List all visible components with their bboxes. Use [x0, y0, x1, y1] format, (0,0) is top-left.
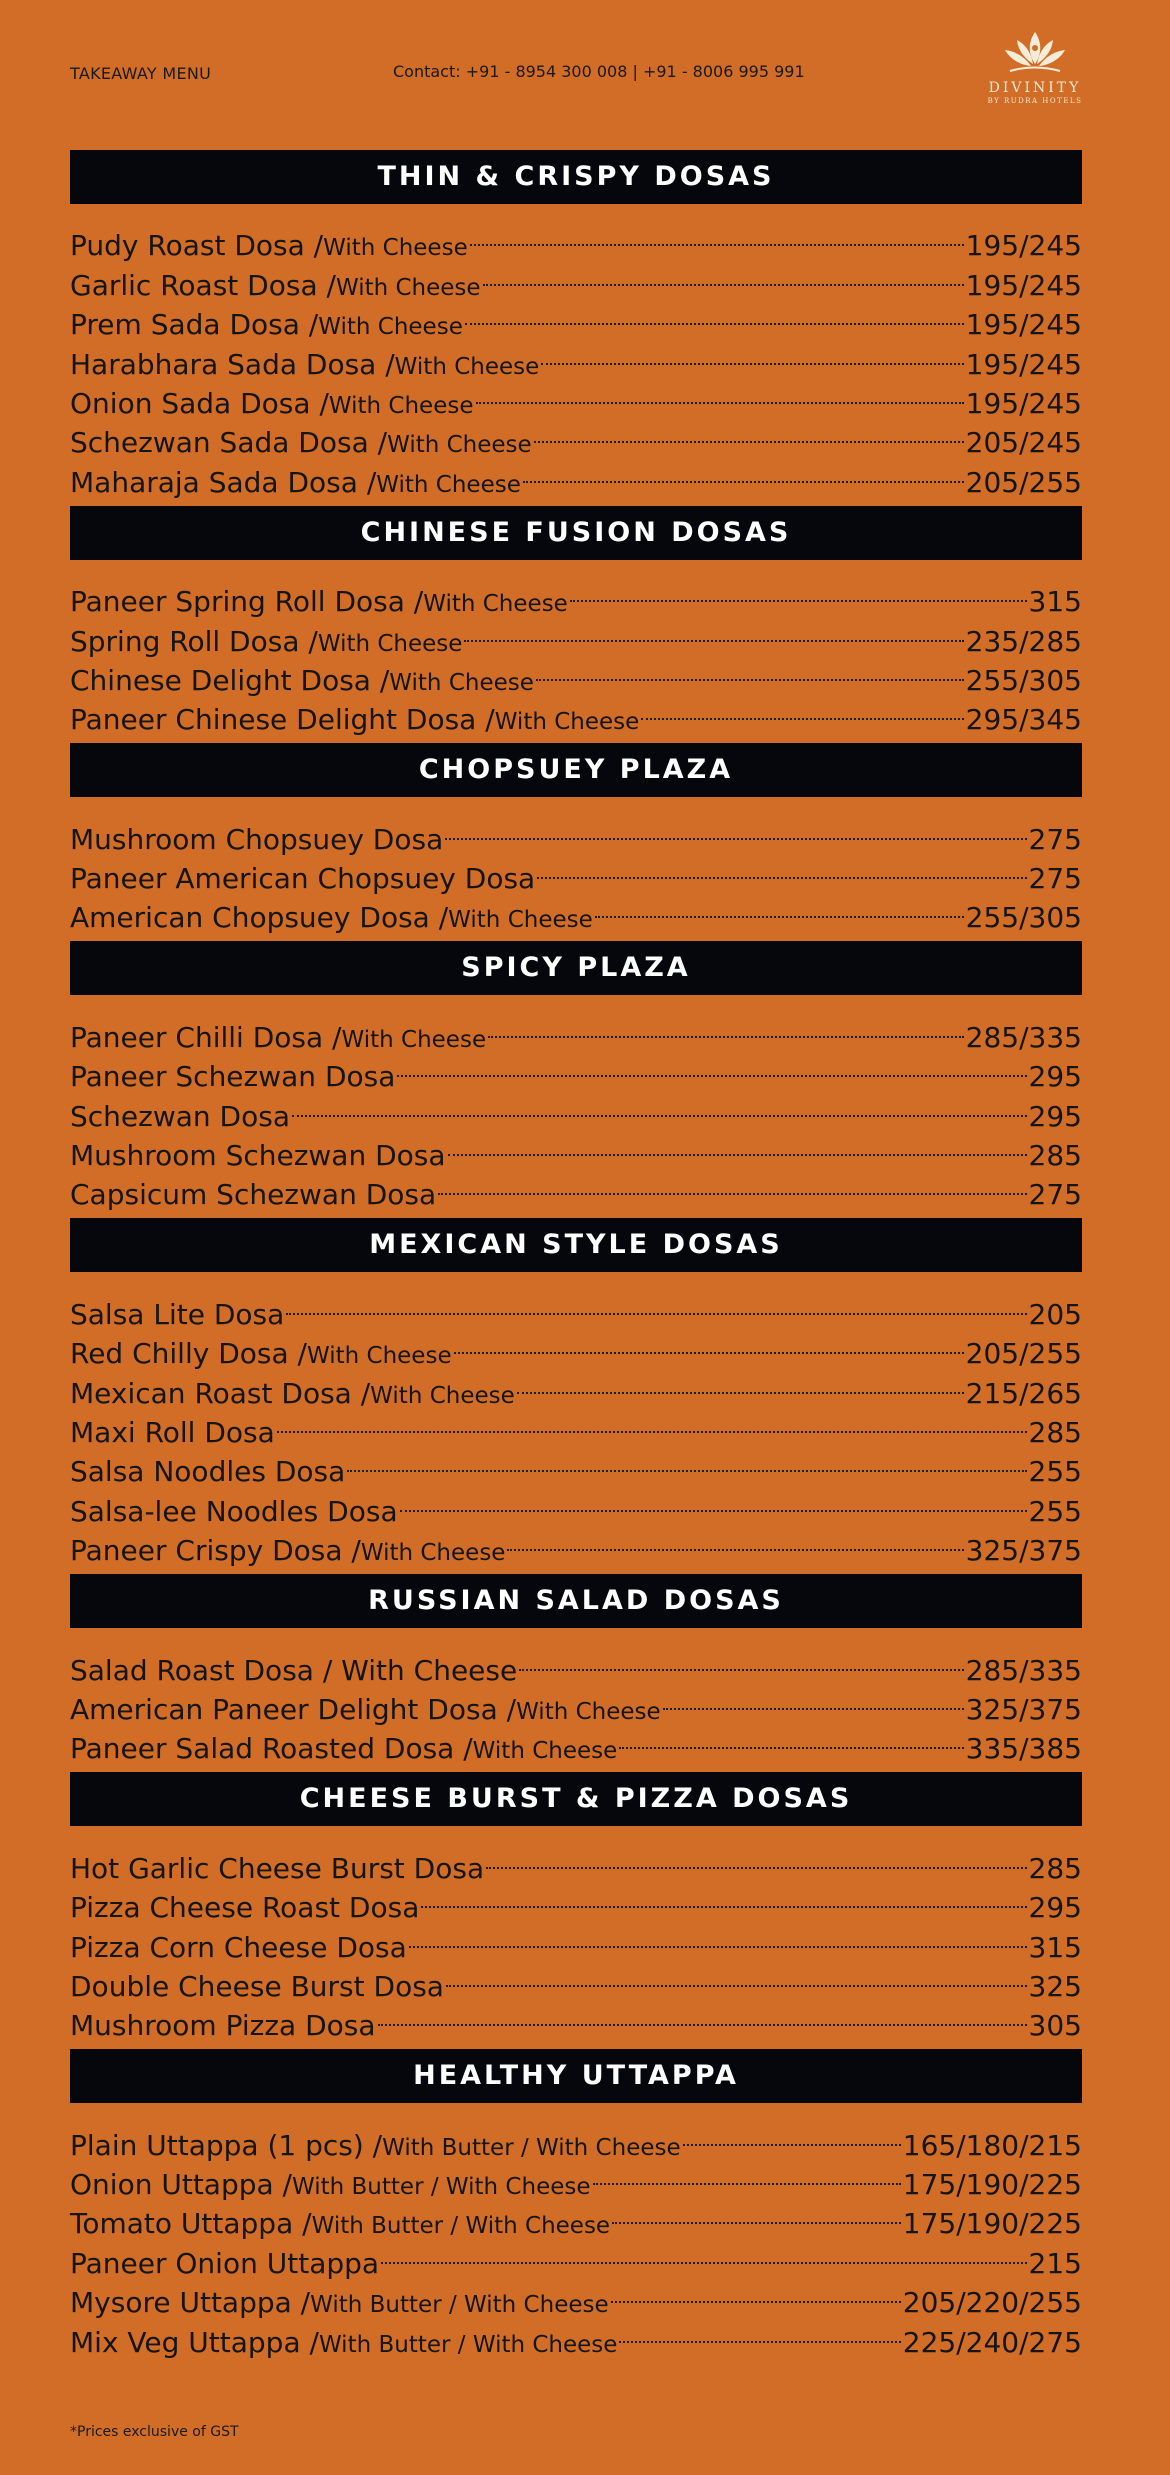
section-header: THIN & CRISPY DOSAS	[70, 150, 1082, 204]
dot-leader	[595, 888, 964, 927]
dot-leader	[570, 572, 1027, 611]
item-price: 295/345	[965, 703, 1082, 737]
item-name: American Paneer Delight Dosa /	[70, 1692, 517, 1726]
section-header: HEALTHY UTTAPPA	[70, 2049, 1082, 2103]
menu-item	[70, 1007, 1082, 1054]
dot-leader	[483, 255, 964, 294]
item-name: Spring Roll Dosa /	[70, 624, 318, 658]
item-name: Paneer Chilli Dosa /	[70, 1020, 342, 1054]
item-name: Paneer Crispy Dosa /	[70, 1534, 361, 1568]
dot-leader	[464, 611, 963, 650]
item-variant: With Cheese	[370, 1382, 515, 1409]
item-name: Prem Sada Dosa /	[70, 308, 319, 342]
item-price: 165/180/215	[902, 2128, 1082, 2162]
item-name: Maharaja Sada Dosa /	[70, 465, 377, 499]
dot-leader	[400, 1481, 1027, 1520]
item-name: Mushroom Pizza Dosa	[70, 2009, 376, 2043]
menu-section	[70, 941, 1082, 1218]
item-name: Schezwan Sada Dosa /	[70, 426, 388, 460]
item-price: 325	[1028, 1969, 1082, 2003]
item-list	[70, 995, 1082, 1218]
logo-subtitle: BY RUDRA HOTELS	[987, 97, 1083, 105]
menu-item	[70, 572, 1082, 619]
item-variant: With Cheese	[360, 1540, 506, 1567]
item-name: Paneer Spring Roll Dosa /	[70, 585, 424, 619]
item-variant: With Butter / With Cheese	[318, 2331, 618, 2358]
section-header: CHOPSUEY PLAZA	[70, 743, 1082, 797]
item-name: Hot Garlic Cheese Burst Dosa	[70, 1851, 485, 1885]
item-variant: With Cheese	[423, 591, 568, 618]
item-price: 315	[1028, 1930, 1082, 1964]
menu-section	[70, 150, 1082, 506]
menu-item	[70, 2115, 1082, 2162]
item-price: 205/255	[965, 1337, 1082, 1371]
item-price: 205	[1028, 1297, 1082, 1331]
item-variant: With Cheese	[376, 471, 521, 498]
item-variant: With Cheese	[472, 1738, 618, 1765]
lotus-icon	[1000, 28, 1070, 78]
item-variant: With Butter / With Cheese	[382, 2134, 681, 2161]
dot-leader	[619, 2312, 900, 2351]
menu-section	[70, 506, 1082, 744]
item-name: Chinese Delight Dosa /	[70, 663, 390, 697]
menu-item	[70, 1838, 1082, 1885]
dot-leader	[465, 295, 964, 334]
item-name: Mushroom Schezwan Dosa	[70, 1139, 446, 1173]
item-variant: With Cheese	[306, 1343, 452, 1370]
dot-leader	[537, 849, 1026, 888]
item-variant: With Cheese	[317, 630, 463, 657]
dot-leader	[409, 1917, 1027, 1956]
item-name: Paneer Salad Roasted Dosa /	[70, 1732, 473, 1766]
section-header: SPICY PLAZA	[70, 941, 1082, 995]
dot-leader	[292, 1086, 1027, 1125]
item-price: 205/220/255	[902, 2286, 1082, 2320]
item-price: 325/375	[965, 1692, 1082, 1726]
item-variant: With Cheese	[387, 432, 532, 459]
item-variant: With Cheese	[341, 1026, 487, 1053]
contact-numbers: Contact: +91 - 8954 300 008 | +91 - 8006 995 991	[393, 62, 805, 81]
dot-leader	[488, 1007, 964, 1046]
item-price: 275	[1028, 862, 1082, 896]
dot-leader	[448, 1126, 1027, 1165]
item-price: 285/335	[965, 1020, 1082, 1054]
item-variant: With Butter / With Cheese	[292, 2174, 591, 2201]
item-variant: With Cheese	[323, 235, 468, 262]
dot-leader	[611, 2273, 901, 2312]
item-name: Mix Veg Uttappa /	[70, 2325, 319, 2359]
item-name: Pizza Corn Cheese Dosa	[70, 1930, 407, 1964]
dot-leader	[507, 1521, 963, 1560]
item-name: Pizza Cheese Roast Dosa	[70, 1891, 420, 1925]
item-name: Pudy Roast Dosa /	[70, 229, 324, 263]
item-name: Schezwan Dosa	[70, 1099, 290, 1133]
item-name: Paneer American Chopsuey Dosa	[70, 862, 536, 896]
dot-leader	[683, 2115, 901, 2154]
dot-leader	[523, 452, 964, 491]
item-name: Salsa Lite Dosa	[70, 1297, 285, 1331]
menu-item	[70, 1640, 1082, 1687]
item-variant: With Cheese	[318, 314, 463, 341]
item-price: 295	[1028, 1060, 1082, 1094]
menu-item	[70, 1284, 1082, 1331]
item-price: 235/285	[965, 624, 1082, 658]
item-name: Paneer Chinese Delight Dosa /	[70, 703, 495, 737]
dot-leader	[541, 334, 963, 373]
item-variant: With Cheese	[328, 392, 474, 419]
menu-section	[70, 1218, 1082, 1574]
menu-item	[70, 216, 1082, 263]
menu-item	[70, 809, 1082, 856]
menu-sections	[70, 150, 1082, 2366]
dot-leader	[438, 1165, 1026, 1204]
dot-leader	[612, 2194, 901, 2233]
dot-leader	[378, 1996, 1027, 2035]
item-name: Red Chilly Dosa /	[70, 1337, 307, 1371]
item-name: Tomato Uttappa /	[70, 2207, 312, 2241]
item-price: 285	[1028, 1851, 1082, 1885]
item-price: 205/255	[965, 465, 1082, 499]
item-name: Onion Uttappa /	[70, 2168, 292, 2202]
item-price: 305	[1028, 2009, 1082, 2043]
takeaway-label: TAKEAWAY MENU	[70, 64, 212, 83]
item-name: Plain Uttappa (1 pcs) /	[70, 2128, 383, 2162]
menu-section	[70, 1574, 1082, 1772]
item-name: Onion Sada Dosa /	[70, 386, 329, 420]
item-list	[70, 560, 1082, 744]
item-price: 175/190/225	[902, 2168, 1082, 2202]
item-variant: With Cheese	[389, 669, 534, 696]
item-name: Harabhara Sada Dosa /	[70, 347, 395, 381]
section-header: CHEESE BURST & PIZZA DOSAS	[70, 1772, 1082, 1826]
item-price: 285	[1028, 1139, 1082, 1173]
item-price: 195/245	[965, 229, 1082, 263]
dot-leader	[517, 1363, 964, 1402]
item-price: 255	[1028, 1455, 1082, 1489]
item-price: 255	[1028, 1494, 1082, 1528]
item-price: 275	[1028, 1178, 1082, 1212]
item-price: 275	[1028, 822, 1082, 856]
item-price: 295	[1028, 1891, 1082, 1925]
item-variant: With Cheese	[494, 709, 640, 736]
item-name: Garlic Roast Dosa /	[70, 268, 336, 302]
item-variant: With Cheese	[516, 1698, 661, 1725]
item-name: Mexican Roast Dosa /	[70, 1376, 371, 1410]
item-name: Salad Roast Dosa / With Cheese	[70, 1653, 518, 1687]
item-price: 255/305	[965, 663, 1082, 697]
item-price: 285	[1028, 1415, 1082, 1449]
dot-leader	[476, 374, 964, 413]
item-list	[70, 1272, 1082, 1574]
item-price: 215	[1028, 2246, 1082, 2280]
item-name: Mysore Uttappa /	[70, 2286, 311, 2320]
item-list	[70, 797, 1082, 941]
menu-section	[70, 743, 1082, 941]
item-name: Salsa Noodles Dosa	[70, 1455, 346, 1489]
item-variant: With Cheese	[394, 353, 540, 380]
dot-leader	[381, 2233, 1026, 2272]
menu-section	[70, 2049, 1082, 2365]
dot-leader	[486, 1838, 1026, 1877]
divinity-logo	[940, 28, 1130, 123]
item-price: 195/245	[965, 308, 1082, 342]
item-price: 285/335	[965, 1653, 1082, 1687]
dot-leader	[454, 1324, 964, 1363]
dot-leader	[663, 1680, 964, 1719]
item-name: Maxi Roll Dosa	[70, 1415, 275, 1449]
item-price: 215/265	[965, 1376, 1082, 1410]
menu-section	[70, 1772, 1082, 2049]
dot-leader	[286, 1284, 1026, 1323]
item-name: Paneer Onion Uttappa	[70, 2246, 380, 2280]
dot-leader	[536, 651, 964, 690]
item-variant: With Cheese	[335, 274, 481, 301]
item-price: 315	[1028, 585, 1082, 619]
item-name: American Chopsuey Dosa /	[70, 901, 449, 935]
item-variant: With Butter / With Cheese	[311, 2213, 611, 2240]
item-price: 195/245	[965, 347, 1082, 381]
dot-leader	[347, 1442, 1026, 1481]
section-header: MEXICAN STYLE DOSAS	[70, 1218, 1082, 1272]
dot-leader	[421, 1878, 1026, 1917]
item-name: Paneer Schezwan Dosa	[70, 1060, 396, 1094]
item-price: 205/245	[965, 426, 1082, 460]
item-name: Mushroom Chopsuey Dosa	[70, 822, 444, 856]
item-price: 335/385	[965, 1732, 1082, 1766]
item-price: 195/245	[965, 268, 1082, 302]
item-price: 225/240/275	[902, 2325, 1082, 2359]
dot-leader	[445, 809, 1026, 848]
dot-leader	[534, 413, 964, 452]
menu-header	[0, 0, 1170, 150]
item-price: 195/245	[965, 386, 1082, 420]
price-footnote: *Prices exclusive of GST	[70, 2424, 239, 2440]
section-header: RUSSIAN SALAD DOSAS	[70, 1574, 1082, 1628]
dot-leader	[277, 1403, 1027, 1442]
item-price: 325/375	[965, 1534, 1082, 1568]
dot-leader	[641, 690, 963, 729]
item-name: Capsicum Schezwan Dosa	[70, 1178, 437, 1212]
item-variant: With Cheese	[448, 907, 593, 934]
item-price: 255/305	[965, 901, 1082, 935]
dot-leader	[619, 1719, 963, 1758]
section-header: CHINESE FUSION DOSAS	[70, 506, 1082, 560]
dot-leader	[593, 2155, 901, 2194]
logo-name: DIVINITY	[988, 80, 1082, 96]
item-name: Double Cheese Burst Dosa	[70, 1969, 444, 2003]
dot-leader	[519, 1640, 963, 1679]
dot-leader	[446, 1957, 1027, 1996]
item-list	[70, 1826, 1082, 2049]
dot-leader	[470, 216, 964, 255]
item-variant: With Butter / With Cheese	[310, 2292, 609, 2319]
item-list	[70, 2103, 1082, 2365]
item-list	[70, 204, 1082, 506]
dot-leader	[397, 1047, 1026, 1086]
item-price: 295	[1028, 1099, 1082, 1133]
item-price: 175/190/225	[902, 2207, 1082, 2241]
item-name: Salsa-lee Noodles Dosa	[70, 1494, 398, 1528]
item-list	[70, 1628, 1082, 1772]
